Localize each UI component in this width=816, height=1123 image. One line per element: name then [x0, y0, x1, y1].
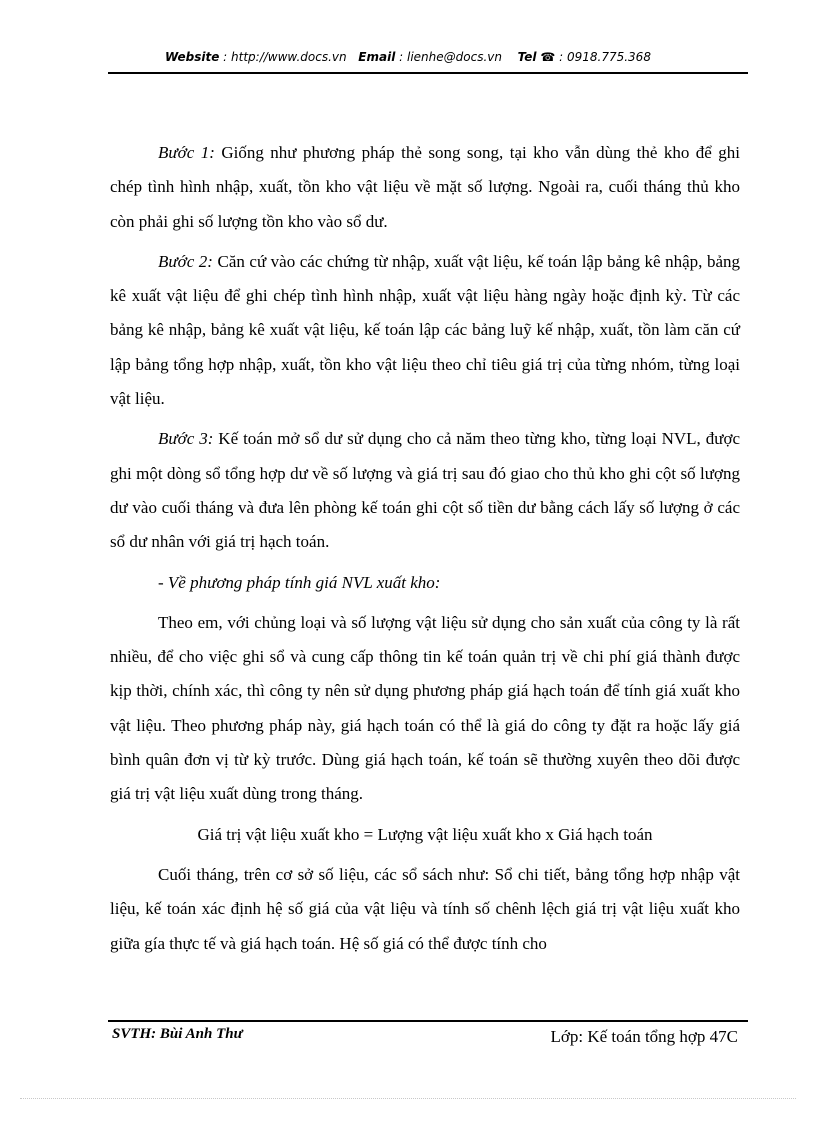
- paragraph-step-1: [110, 136, 740, 239]
- formula-line: Giá trị vật liệu xuất kho = Lượng vật liệu xuất kho x Giá hạch toán: [197, 824, 653, 844]
- email-label: Email: [358, 50, 396, 64]
- paragraph-step-2: [110, 245, 740, 416]
- page-bottom-border: [20, 1098, 796, 1099]
- step-3-label: Bước 3:: [158, 429, 214, 449]
- paragraph-step-3: [110, 422, 740, 559]
- footer-class: Lớp: Kế toán tổng hợp 47C: [550, 1027, 738, 1046]
- website-url[interactable]: : http://www.docs.vn: [223, 50, 347, 64]
- document-body: [110, 136, 740, 961]
- step-2-text: Căn cứ vào các chứng từ nhập, xuất vật liệu, kế toán lập bảng kê nhập, bảng kê xuất vật liệu để ghi chép tình hình nhập, xuất vật liệu hàng ngày hoặc định kỳ. Từ các bảng kê nhập, bảng kê xuất vật liệu, kế toán lập các bảng luỹ kế nhập, xuất, tồn làm căn cứ lập bảng tổng hợp nhập, xuất, tồn kho vật liệu theo chỉ tiêu giá trị của từng nhóm, từng loại vật liệu.: [110, 251, 740, 409]
- footer-student: SVTH: Bùi Anh Thư: [112, 1026, 243, 1042]
- header-rule: [108, 72, 748, 74]
- step-1-label: Bước 1:: [158, 143, 215, 162]
- website-label: Website: [165, 50, 220, 64]
- tel-number: ☎ : 0918.775.368: [540, 50, 651, 64]
- email-address[interactable]: : lienhe@docs.vn: [399, 50, 502, 64]
- step-1-text: Giống như phương pháp thẻ song song, tại kho vẫn dùng thẻ kho để ghi chép tình hình nhập, xuất, tồn kho vật liệu về mặt số lượng. Ngoài ra, cuối tháng thủ kho còn phải ghi số lượng tồn kho vào sổ dư.: [110, 143, 740, 231]
- paragraph-month-end: Cuối tháng, trên cơ sở số liệu, các sổ sách như: Sổ chi tiết, bảng tổng hợp nhập vật liệu, kế toán xác định hệ số giá của vật liệu và tính số chênh lệch giá trị vật liệu xuất kho giữa gía thực tế và giá hạch toán. Hệ số giá có thể được tính cho: [110, 864, 740, 953]
- page-header: [0, 50, 816, 64]
- section-heading: - Về phương pháp tính giá NVL xuất kho:: [158, 572, 441, 592]
- paragraph-pricing-method: Theo em, với chủng loại và số lượng vật liệu sử dụng cho sản xuất của công ty là rất nhiều, để cho việc ghi sổ và cung cấp thông tin kế toán quản trị về chi phí giá thành được kịp thời, chính xác, thì công ty nên sử dụng phương pháp giá hạch toán để tính giá xuất kho vật liệu. Theo phương pháp này, giá hạch toán có thể là giá do công ty đặt ra hoặc lấy giá bình quân đơn vị từ kỳ trước. Dùng giá hạch toán, kế toán sẽ thường xuyên theo dõi được giá trị vật liệu xuất dùng trong tháng.: [110, 612, 740, 804]
- tel-label: Tel: [517, 50, 537, 64]
- step-2-label: Bước 2:: [158, 251, 213, 271]
- footer-rule: [108, 1020, 748, 1022]
- step-3-text: Kế toán mở sổ dư sử dụng cho cả năm theo từng kho, từng loại NVL, được ghi một dòng sổ tổng hợp dư về số lượng và giá trị sau đó giao cho thủ kho ghi cột số lượng dư vào cuối tháng và đưa lên phòng kế toán ghi cột số tiền dư bằng cách lấy số lượng ở các sổ dư nhân với giá trị hạch toán.: [110, 429, 740, 552]
